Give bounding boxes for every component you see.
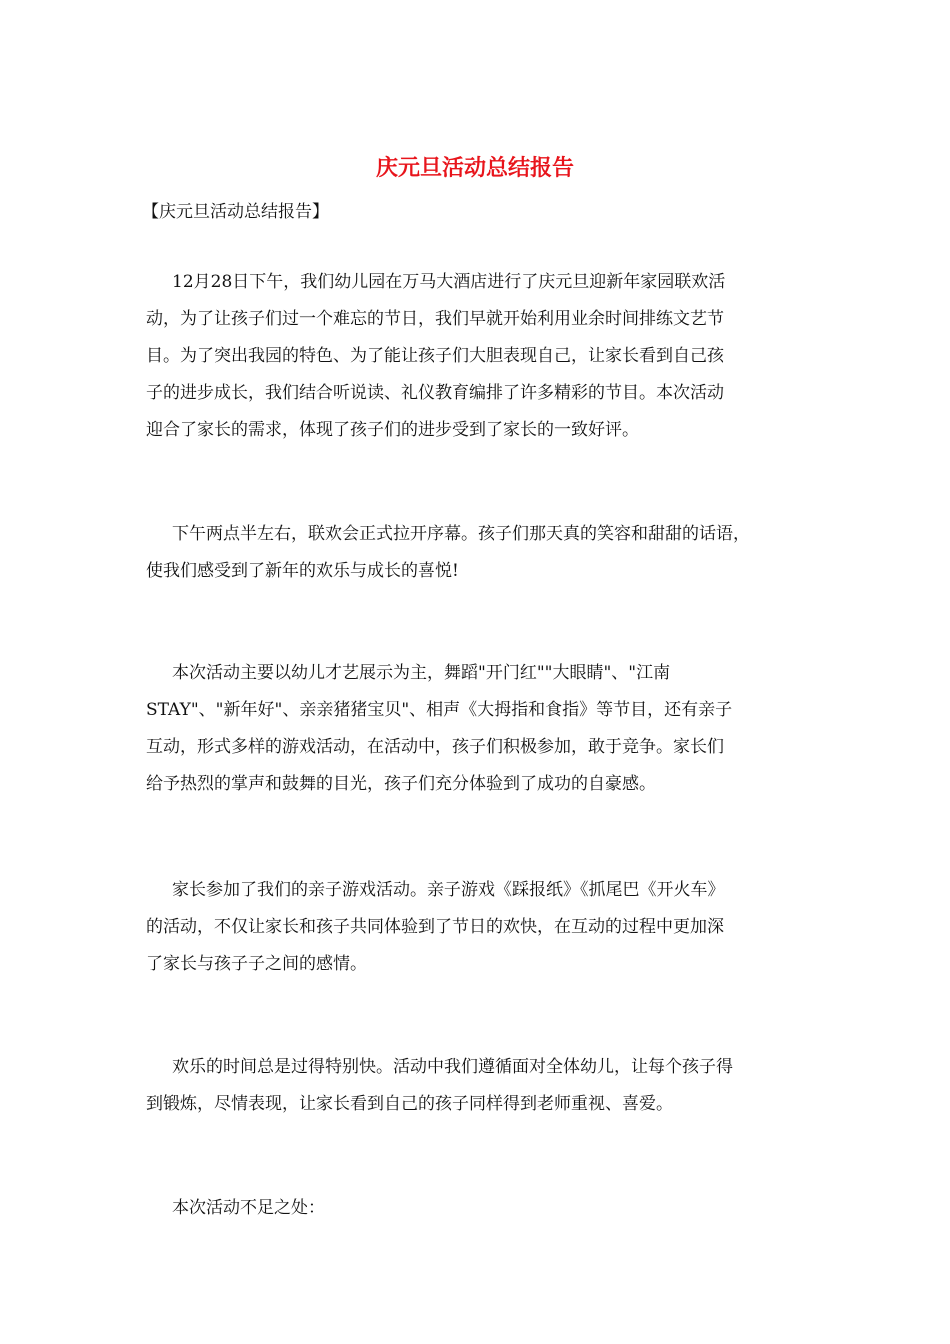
- paragraph-6: [146, 1190, 808, 1227]
- paragraph-line: 本次活动不足之处：: [172, 1198, 325, 1218]
- paragraph-line: 家长参加了我们的亲子游戏活动。亲子游戏《踩报纸》《抓尾巴《开火车》: [172, 880, 725, 900]
- paragraph-line: 迎合了家长的需求，体现了孩子们的进步受到了家长的一致好评。: [146, 420, 639, 440]
- paragraph-2: [146, 516, 808, 590]
- paragraph-line: STAY"、"新年好"、亲亲猪猪宝贝"、相声《大拇指和食指》等节目，还有亲子: [146, 700, 733, 720]
- paragraph-line: 子的进步成长，我们结合听说读、礼仪教育编排了许多精彩的节目。本次活动: [146, 383, 724, 403]
- paragraph-3: [146, 655, 808, 803]
- paragraph-line: 到锻炼，尽情表现，让家长看到自己的孩子同样得到老师重视、喜爱。: [146, 1094, 673, 1114]
- paragraph-line: 12月28日下午，我们幼儿园在万马大酒店进行了庆元旦迎新年家园联欢活: [172, 272, 726, 292]
- paragraph-line: 下午两点半左右，联欢会正式拉开序幕。孩子们那天真的笑容和甜甜的话语，: [172, 524, 750, 544]
- paragraph-5: [146, 1049, 808, 1123]
- paragraph-line: 给予热烈的掌声和鼓舞的目光，孩子们充分体验到了成功的自豪感。: [146, 774, 656, 794]
- paragraph-line: 互动，形式多样的游戏活动，在活动中，孩子们积极参加，敢于竞争。家长们: [146, 737, 724, 757]
- paragraph-line: 了家长与孩子子之间的感情。: [146, 954, 367, 974]
- paragraph-line: 使我们感受到了新年的欢乐与成长的喜悦!: [146, 561, 459, 581]
- paragraph-1: [146, 264, 808, 449]
- document-title: 庆元旦活动总结报告: [375, 155, 574, 181]
- document-subtitle: 【庆元旦活动总结报告】: [142, 202, 329, 222]
- paragraph-line: 的活动，不仅让家长和孩子共同体验到了节日的欢快，在互动的过程中更加深: [146, 917, 724, 937]
- paragraph-line: 本次活动主要以幼儿才艺展示为主，舞蹈"开门红""大眼睛"、"江南: [172, 663, 671, 683]
- paragraph-line: 动，为了让孩子们过一个难忘的节日，我们早就开始利用业余时间排练文艺节: [146, 309, 724, 329]
- paragraph-4: [146, 872, 808, 983]
- paragraph-line: 目。为了突出我园的特色、为了能让孩子们大胆表现自己，让家长看到自己孩: [146, 346, 724, 366]
- paragraph-line: 欢乐的时间总是过得特别快。活动中我们遵循面对全体幼儿，让每个孩子得: [172, 1057, 733, 1077]
